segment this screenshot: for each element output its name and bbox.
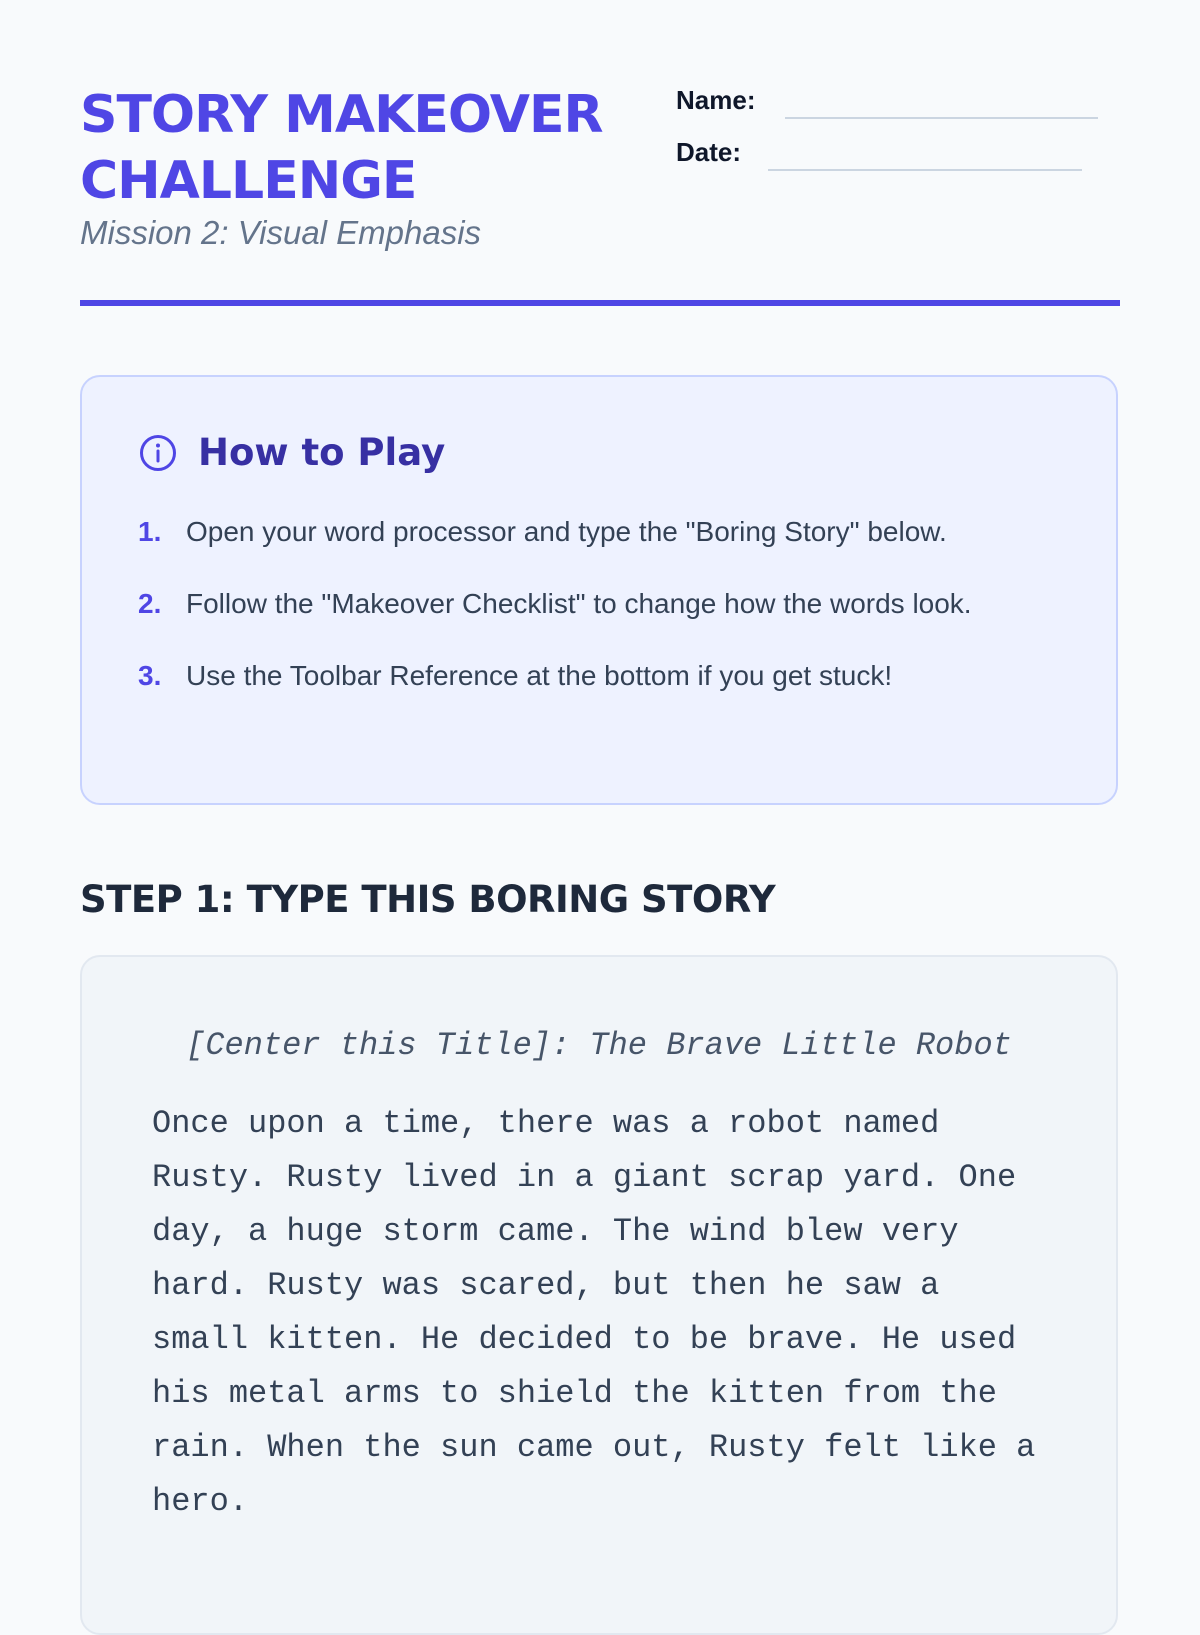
how-to-play-title: How to Play: [198, 431, 446, 474]
name-label: Name:: [676, 85, 756, 115]
date-blank[interactable]: [768, 169, 1082, 171]
instruction-list: [138, 509, 1068, 725]
story-title: [Center this Title]: The Brave Little Robot: [186, 1027, 1012, 1064]
step-number: 2.: [138, 588, 162, 619]
date-field: [676, 137, 741, 168]
story-text: Once upon a time, there was a robot named Rusty. Rusty lived in a giant scrap yard. One day, a huge storm came. The wind blew very hard. Rusty was scared, but then he saw a small kitten. He decided to be brave. He used his metal arms to shield the kitten from the rain. When the sun came out, Rusty felt like a hero.: [152, 1105, 1036, 1520]
step-number: 3.: [138, 660, 162, 691]
story-box: [80, 955, 1118, 1635]
instruction-item: [138, 653, 1068, 699]
instruction-item: [138, 509, 1068, 555]
step-text: Use the Toolbar Reference at the bottom if you get stuck!: [186, 660, 893, 691]
how-to-play-box: [80, 375, 1118, 805]
how-to-play-heading: [138, 431, 445, 474]
page-subtitle: Mission 2: Visual Emphasis: [80, 214, 482, 251]
step-number: 1.: [138, 516, 162, 547]
name-blank[interactable]: [785, 117, 1098, 119]
step-text: Follow the "Makeover Checklist" to change how the words look.: [186, 588, 972, 619]
info-icon: [138, 433, 178, 473]
page-title: STORY MAKEOVER CHALLENGE: [80, 85, 603, 211]
date-label: Date:: [676, 137, 742, 167]
header-divider: [80, 300, 1120, 306]
step-text: Open your word processor and type the "Boring Story" below.: [186, 516, 947, 547]
name-field: [676, 85, 755, 116]
instruction-item: [138, 581, 1068, 627]
step1-heading: STEP 1: TYPE THIS BORING STORY: [80, 878, 776, 921]
